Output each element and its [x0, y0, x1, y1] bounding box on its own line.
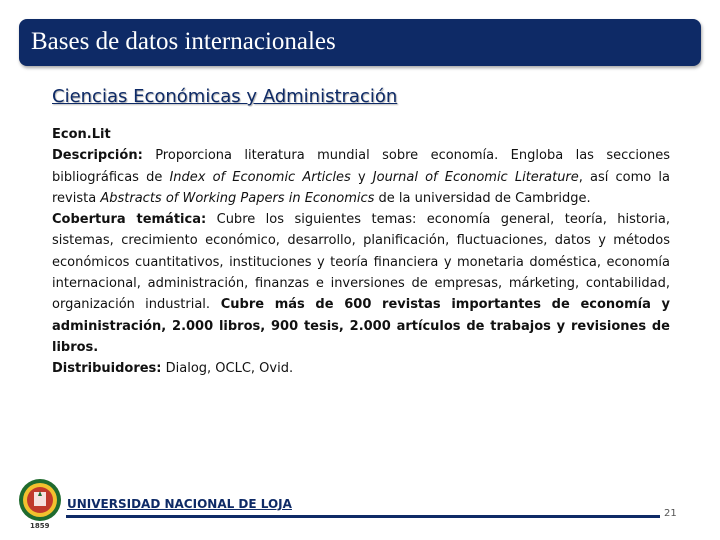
description-text-4: de la universidad de Cambridge.: [374, 190, 591, 206]
distributors-text: Dialog, OCLC, Ovid.: [161, 361, 294, 377]
page-number: 21: [664, 508, 677, 519]
university-logo-icon: [18, 478, 62, 522]
distributors-paragraph: [52, 358, 670, 379]
logo-year: 1859: [30, 522, 50, 530]
description-italic-3: Abstracts of Working Papers in Economics: [100, 190, 375, 206]
title-bar: [19, 19, 701, 66]
university-name: UNIVERSIDAD NACIONAL DE LOJA: [67, 497, 292, 511]
slide-subtitle: Ciencias Económicas y Administración: [52, 86, 398, 107]
description-text-3: , así como la revista: [52, 169, 670, 206]
footer-divider: [66, 515, 660, 518]
slide-title: Bases de datos internacionales: [31, 28, 336, 55]
description-italic-1: Index of Economic Articles: [169, 169, 351, 185]
description-label: Descripción:: [52, 148, 143, 164]
coverage-bold-text: Cubre más de 600 revistas importantes de economía y administración, 2.000 libros, 900 tesis, 2.000 artículos de trabajos y revisiones de libros.: [52, 297, 670, 355]
coverage-label: Cobertura temática:: [52, 212, 207, 228]
distributors-label: Distribuidores:: [52, 361, 162, 377]
description-text-1: Proporciona literatura mundial sobre economía. Engloba las secciones bibliográficas de: [52, 148, 670, 185]
database-name: Econ.Lit: [52, 127, 111, 142]
description-text-2: y: [350, 169, 373, 185]
description-italic-2: Journal of Economic Literature: [372, 169, 579, 185]
coverage-paragraph: [52, 209, 670, 358]
content-body: [52, 124, 670, 380]
coverage-text: Cubre los siguientes temas: economía general, teoría, historia, sistemas, crecimiento económico, desarrollo, planificación, fluctuaciones, datos y métodos económicos cuantitativos, instituciones y teoría financiera y monetaria doméstica, economía internacional, administración, finanzas e inversiones de empresas, márketing, contabilidad, organización industrial.: [52, 212, 670, 313]
description-paragraph: [52, 145, 670, 209]
